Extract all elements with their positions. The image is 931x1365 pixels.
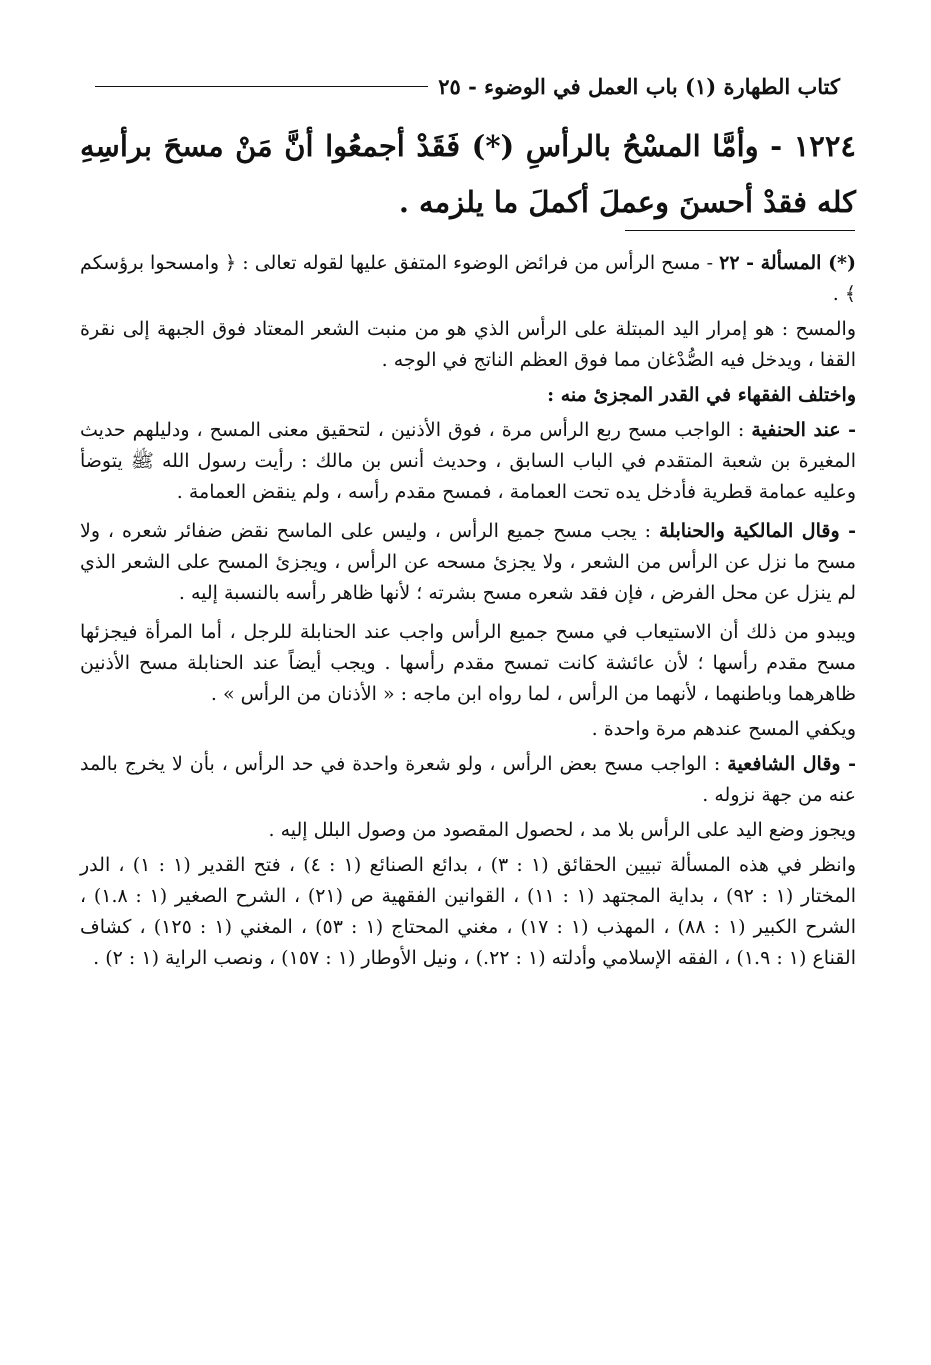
- disagreement-heading: واختلف الفقهاء في القدر المجزئ منه :: [547, 384, 856, 406]
- issue-label: (*) المسألة - ٢٢: [719, 252, 856, 274]
- footnote-shafii: [80, 749, 856, 811]
- shafii-text: : الواجب مسح بعض الرأس ، ولو شعرة واحدة في حد الرأس ، بأن لا يخرج بالمد عنه من جهة نزوله .: [80, 753, 856, 806]
- footnote-placing-hand: ويجوز وضع اليد على الرأس بلا مد ، لحصول المقصود من وصول البلل إليه .: [268, 819, 856, 841]
- running-title: كتاب الطهارة (١) باب العمل في الوضوء - ٢٥: [438, 73, 840, 99]
- maliki-label: - وقال المالكية والحنابلة: [658, 520, 856, 542]
- main-paragraph: ١٢٢٤ - وأمَّا المسْحُ بالرأسِ (*) فَقَدْ أجمعُوا أنَّ مَنْ مسحَ برأسِهِ كله فقدْ أحسنَ وعملَ أكملَ ما يلزمه .: [80, 129, 856, 219]
- page-header: [95, 66, 840, 106]
- footnote-once: ويكفي المسح عندهم مرة واحدة .: [591, 718, 856, 740]
- hanafi-text: : الواجب مسح ربع الرأس مرة ، فوق الأذنين ، لتحقيق معنى المسح ، ودليلهم حديث المغيرة بن شعبة المتقدم في الباب السابق ، وحديث أنس بن مالك : رأيت رسول الله ﷺ يتوضأ وعليه عمامة قطرية فأدخل يده تحت العمامة ، فمسح مقدم رأسه ، ولم ينقض العمامة .: [80, 419, 856, 503]
- footnote-separator: [625, 230, 855, 231]
- hanafi-label: - عند الحنفية: [751, 419, 856, 441]
- footnotes: [80, 248, 856, 978]
- footnote-references: وانظر في هذه المسألة تبيين الحقائق (١ : ٣) ، بدائع الصنائع (١ : ٤) ، فتح القدير (١ : ١) ، الدر المختار (١ : ٩٢) ، بداية المجتهد (١ : ١١) ، القوانين الفقهية ص (٢١) ، الشرح الصغير (١ : ١.٨) ، الشرح الكبير (١ : ٨٨) ، المهذب (١ : ١٧) ، مغني المحتاج (١ : ٥٣) ، المغني (١ : ١٢٥) ، كشاف القناع (١ : ١.٩) ، الفقه الإسلامي وأدلته (١ : ٢٢.) ، ونيل الأوطار (١ : ١٥٧) ، ونصب الراية (١ : ٢) .: [80, 854, 857, 969]
- main-text: [80, 118, 856, 230]
- footnote-seems: ويبدو من ذلك أن الاستيعاب في مسح جميع الرأس واجب عند الحنابلة للرجل ، أما المرأة فيجزئها مسح مقدم رأسها ؛ لأن عائشة كانت تمسح مقدم رأسها . ويجب أيضاً عند الحنابلة مسح الأذنين ظاهرهما وباطنهما ، لأنهما من الرأس ، لما رواه ابن ماجه : « الأذنان من الرأس » .: [80, 621, 856, 705]
- footnote-hanafi: [80, 415, 856, 508]
- header-rule: [95, 86, 428, 87]
- shafii-label: - وقال الشافعية: [727, 753, 856, 775]
- footnote-maliki: [80, 516, 856, 609]
- footnote-issue: [80, 248, 856, 310]
- issue-text: - مسح الرأس من فرائض الوضوء المتفق عليها لقوله تعالى : ﴿ وامسحوا برؤسكم ﴾ .: [80, 252, 856, 305]
- footnote-definition: والمسح : هو إمرار اليد المبتلة على الرأس الذي هو من منبت الشعر المعتاد فوق الجبهة إلى نقرة القفا ، ويدخل فيه الصُّدْغان مما فوق العظم الناتج في الوجه .: [80, 318, 856, 371]
- maliki-text: : يجب مسح جميع الرأس ، وليس على الماسح نقض ضفائر شعره ، ولا مسح ما نزل عن الرأس من الشعر ، ولا يجزئ مسحه عن الرأس ، ويجزئ المسح على الشعر الذي لم ينزل عن محل الفرض ، فإن فقد شعره مسح بشرته ؛ لأنها ظاهر رأسه بالنسبة إليه .: [80, 520, 856, 604]
